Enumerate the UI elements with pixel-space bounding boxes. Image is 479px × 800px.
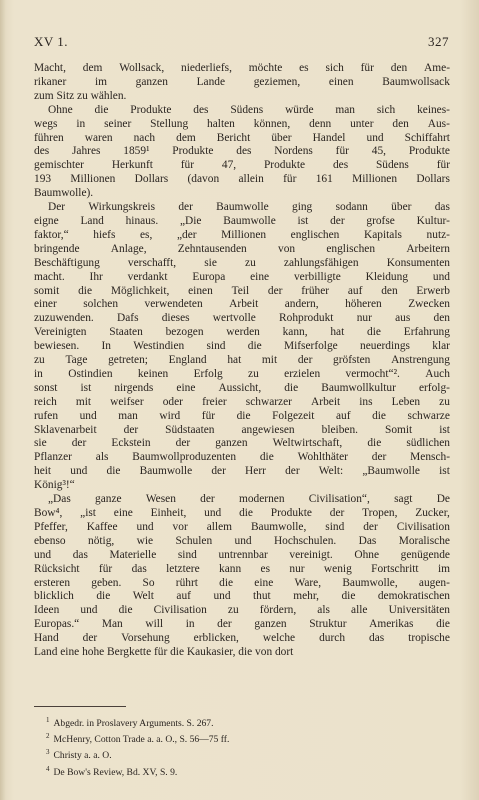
text-line: sie der Eckstein der ganzen Weltwirtschaft, die südlichen <box>34 437 450 450</box>
page-number: 327 <box>428 34 449 49</box>
text-line: Vereinigten Staaten bezogen werden kann, hat die Erfahrung <box>34 326 450 339</box>
paragraph <box>34 62 450 104</box>
text-line: Baumwolle). <box>34 187 94 200</box>
text-line: Beschäftigung verschafft, sie zu zahlungsfähigen Konsumenten <box>34 256 450 269</box>
text-line: des Jahres 1859¹ Produkte des Nordens für 45, Produkte <box>34 145 450 158</box>
footnote-rule <box>34 706 126 707</box>
text-line: Rücksicht für das letztere kann es nur wenig Fortschritt im <box>34 562 450 575</box>
text-line: Pfeffer, Kaffee und vor allem Baumwolle, sind der Civilisation <box>34 520 450 533</box>
text-line: somit die Möglichkeit, einen Teil der früher auf den Erwerb <box>34 284 450 297</box>
text-line: Land eine hohe Bergkette für die Kaukasier, die von dort <box>34 646 294 659</box>
text-line: eigne Land hinaus. „Die Baumwolle ist der grofse Kultur- <box>34 214 450 227</box>
text-line: sonst ist nirgends eine Aussicht, die Baumwollkultur erfolg- <box>34 381 450 394</box>
text-line: bringende Anlage, Zehntausenden von englischen Arbeitern <box>34 242 450 255</box>
footnote-text: McHenry, Cotton Trade a. a. O., S. 56—75 ff. <box>53 734 230 746</box>
footnote-number: 3 <box>46 748 50 757</box>
text-line: blicklich die Welt auf und thut mehr, die demokratischen <box>34 590 450 603</box>
text-line: gemischter Herkunft für 47, Produkte des Südens für <box>34 159 450 172</box>
text-line: ebenso nötig, wie Schulen und Hochschulen. Das Moralische <box>34 534 450 547</box>
footnote <box>46 746 426 762</box>
text-line: Pflanzer als Baumwollproduzenten die Wohlthäter der Mensch- <box>34 451 450 464</box>
text-line: führen waren nach dem Bericht über Handel und Schiffahrt <box>34 131 450 144</box>
text-line: heit und die Baumwolle der Herr der Welt: „Baumwolle ist <box>34 465 450 478</box>
text-line: ersteren geben. So rührt die eine Ware, Baumwolle, augen- <box>34 576 450 589</box>
text-line: macht. Ihr verdankt Europa eine verbilligte Kleidung und <box>34 270 450 283</box>
footnote <box>46 730 426 746</box>
text-line: Europas.“ Man will in der ganzen Struktur Amerikas die <box>34 618 450 631</box>
text-line: Ideen und die Civilisation zu fördern, als alle Universitäten <box>34 604 450 617</box>
text-line: bewiesen. In Westindien sind die Mifserfolge neuerdings klar <box>34 340 450 353</box>
footnote-number: 1 <box>46 716 50 724</box>
text-line: Bow⁴, „ist eine Einheit, und die Produkte der Tropen, Zucker, <box>34 507 450 519</box>
text-line: einer solchen verwendeten Arbeit andern, höheren Zwecken <box>34 298 450 311</box>
footnotes <box>46 714 426 779</box>
text-line: Ohne die Produkte des Südens würde man sich keines- <box>48 103 450 116</box>
text-line: reich mit weifser oder freier schwarzer Arbeit ins Leben zu <box>34 395 450 408</box>
text-line: „Das ganze Wesen der modernen Civilisation“, sagt De <box>48 493 450 506</box>
paragraph <box>34 201 450 493</box>
text-line: zu Tage getreten; England hat mit der gröfsten Anstrengung <box>34 354 450 367</box>
text-line: Der Wirkungskreis der Baumwolle ging sodann über das <box>48 201 450 214</box>
footnote-text: Abgedr. in Proslavery Arguments. S. 267. <box>53 718 214 730</box>
text-line: faktor,“ hiefs es, „der Millionen englischen Kapitals nutz- <box>34 228 450 241</box>
text-line: und das Materielle sind untrennbar vereinigt. Ohne genügende <box>34 548 450 561</box>
footnote-number: 2 <box>46 732 50 741</box>
text-line: Hand der Vorsehung erblicken, welche durch das tropische <box>34 632 450 645</box>
text-line: König³!“ <box>34 479 75 492</box>
paragraph <box>34 104 450 201</box>
text-line: zum Sitz zu wählen. <box>34 89 127 102</box>
footnote <box>46 763 426 779</box>
paragraph <box>34 493 450 660</box>
text-line: Macht, dem Wollsack, niederliefs, möchte es sich für den Ame- <box>34 62 450 74</box>
text-line: wegs in seiner Stellung halten können, denn unter den Aus- <box>34 117 450 130</box>
footnote <box>46 714 426 730</box>
footnote-text: De Bow's Review, Bd. XV, S. 9. <box>53 766 178 778</box>
text-line: rufen und man wird für die Folgezeit auf die schwarze <box>34 409 450 422</box>
text-line: rikaner im ganzen Lande geziemen, einen Baumwollsack <box>34 75 450 88</box>
footnote-text: Christy a. a. O. <box>53 750 112 762</box>
footnote-number: 4 <box>46 764 50 773</box>
body-text <box>34 62 450 660</box>
text-line: 193 Millionen Dollars (davon allein für 161 Millionen Dollars <box>34 173 450 186</box>
chapter-marker: XV 1. <box>34 34 69 49</box>
text-line: in Ostindien keinen Erfolg zu erzielen vermocht“². Auch <box>34 367 450 380</box>
text-line: Sklavenarbeit der Südstaaten angewiesen bleiben. Somit ist <box>34 423 450 436</box>
text-line: zuzuwenden. Dafs dieses wertvolle Rohprodukt nur aus den <box>34 312 450 325</box>
running-header <box>34 34 449 50</box>
